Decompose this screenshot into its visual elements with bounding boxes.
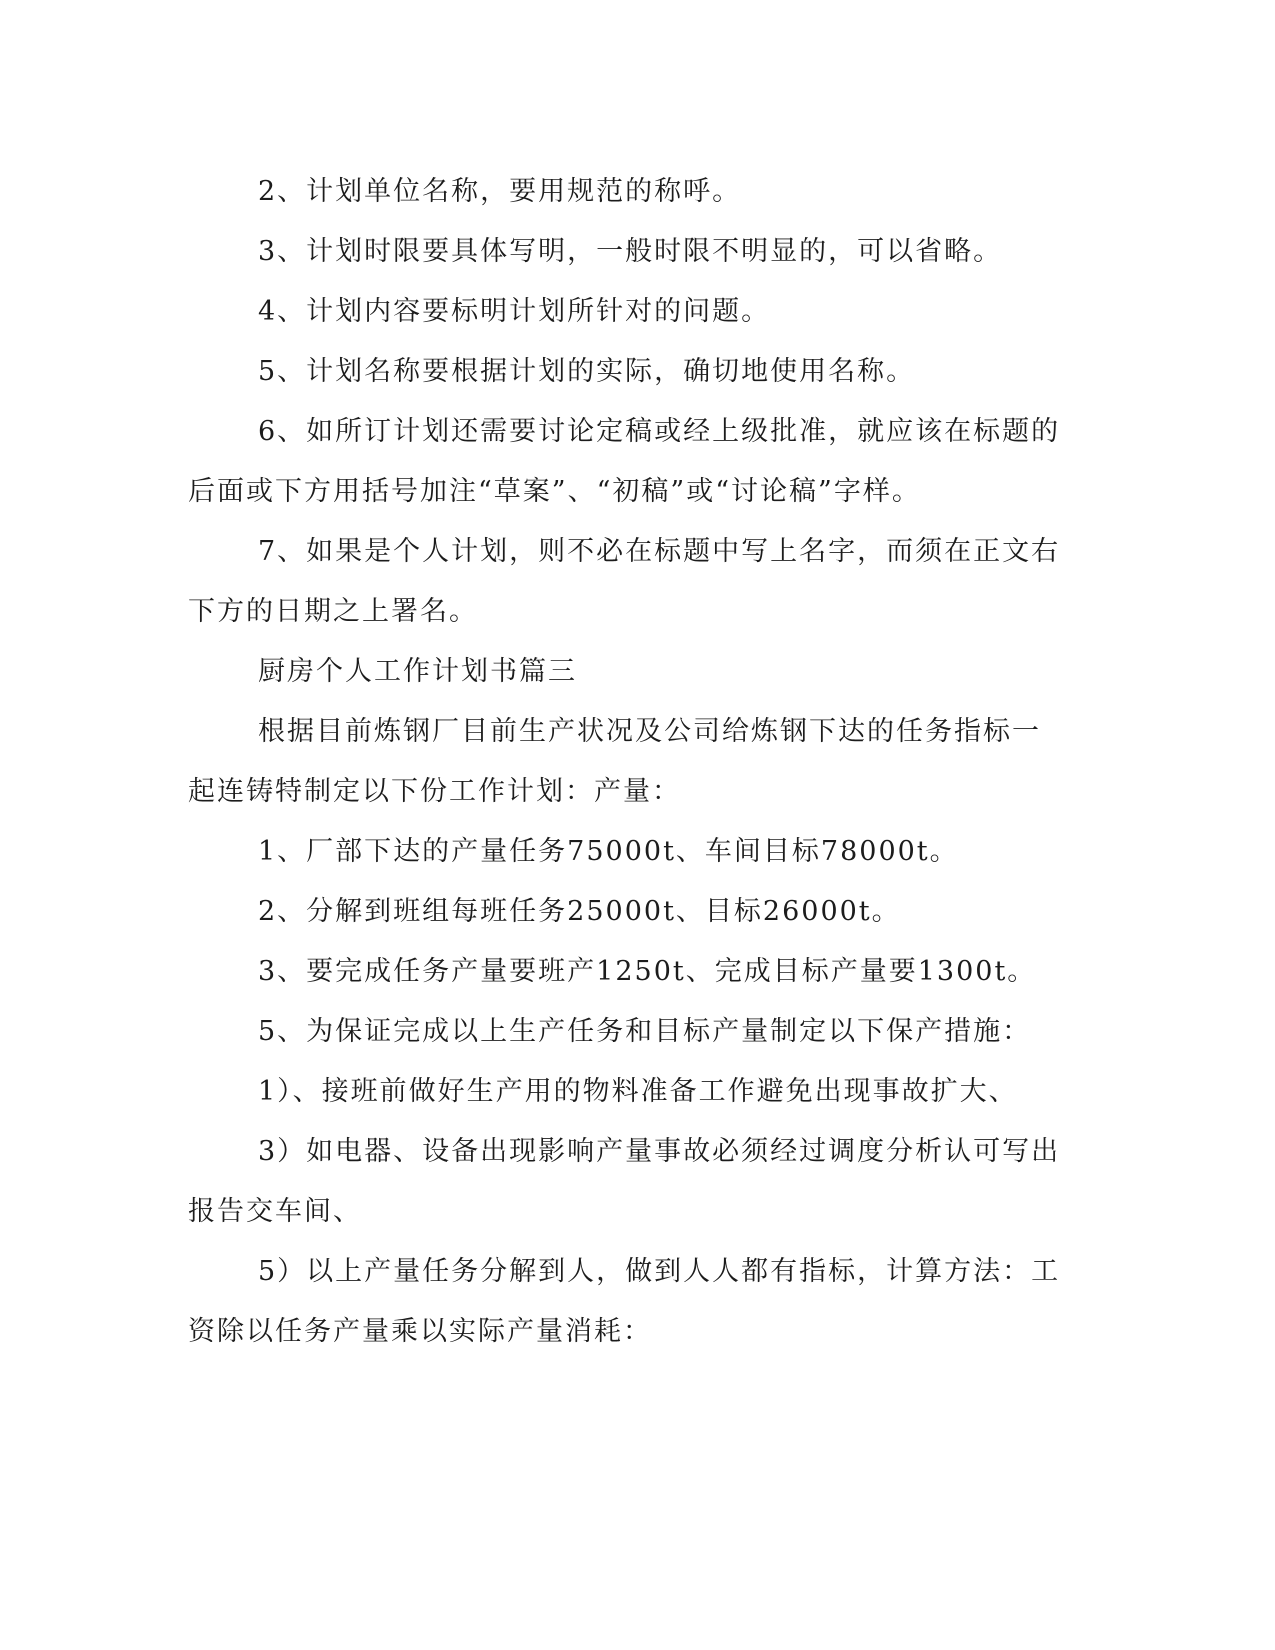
- paragraph-item-3-time-limit: 3、计划时限要具体写明，一般时限不明显的，可以省略。: [258, 236, 1003, 267]
- document-body: [188, 162, 1068, 1362]
- paragraph-item-2-unit-name: 2、计划单位名称，要用规范的称呼。: [258, 176, 742, 207]
- paragraph-item-6-draft-note: 6、如所订计划还需要讨论定稿或经上级批准，就应该在标题的后面或下方用括号加注“草案”、“初稿”或“讨论稿”字样。: [188, 416, 1061, 507]
- section-heading: 厨房个人工作计划书篇三: [258, 656, 577, 687]
- paragraph-intro: 根据目前炼钢厂目前生产状况及公司给炼钢下达的任务指标一起连铸特制定以下份工作计划：产量：: [188, 716, 1041, 807]
- paragraph-measure-1: 1）、接班前做好生产用的物料准备工作避免出现事故扩大、: [258, 1076, 1018, 1107]
- paragraph-output-2: 2、分解到班组每班任务25000t、目标26000t。: [258, 896, 901, 927]
- paragraph-output-3: 3、要完成任务产量要班产1250t、完成目标产量要1300t。: [258, 956, 1037, 987]
- paragraph-measure-5: 5）以上产量任务分解到人，做到人人都有指标，计算方法：工资除以任务产量乘以实际产量消耗：: [188, 1256, 1061, 1347]
- paragraph-item-7-personal-plan: 7、如果是个人计划，则不必在标题中写上名字，而须在正文右下方的日期之上署名。: [188, 536, 1061, 627]
- paragraph-item-5-plan-name: 5、计划名称要根据计划的实际，确切地使用名称。: [258, 356, 916, 387]
- paragraph-output-5: 5、为保证完成以上生产任务和目标产量制定以下保产措施：: [258, 1016, 1032, 1047]
- paragraph-output-1: 1、厂部下达的产量任务75000t、车间目标78000t。: [258, 836, 959, 867]
- paragraph-measure-3: 3）如电器、设备出现影响产量事故必须经过调度分析认可写出报告交车间、: [188, 1136, 1061, 1227]
- paragraph-item-4-content: 4、计划内容要标明计划所针对的问题。: [258, 296, 771, 327]
